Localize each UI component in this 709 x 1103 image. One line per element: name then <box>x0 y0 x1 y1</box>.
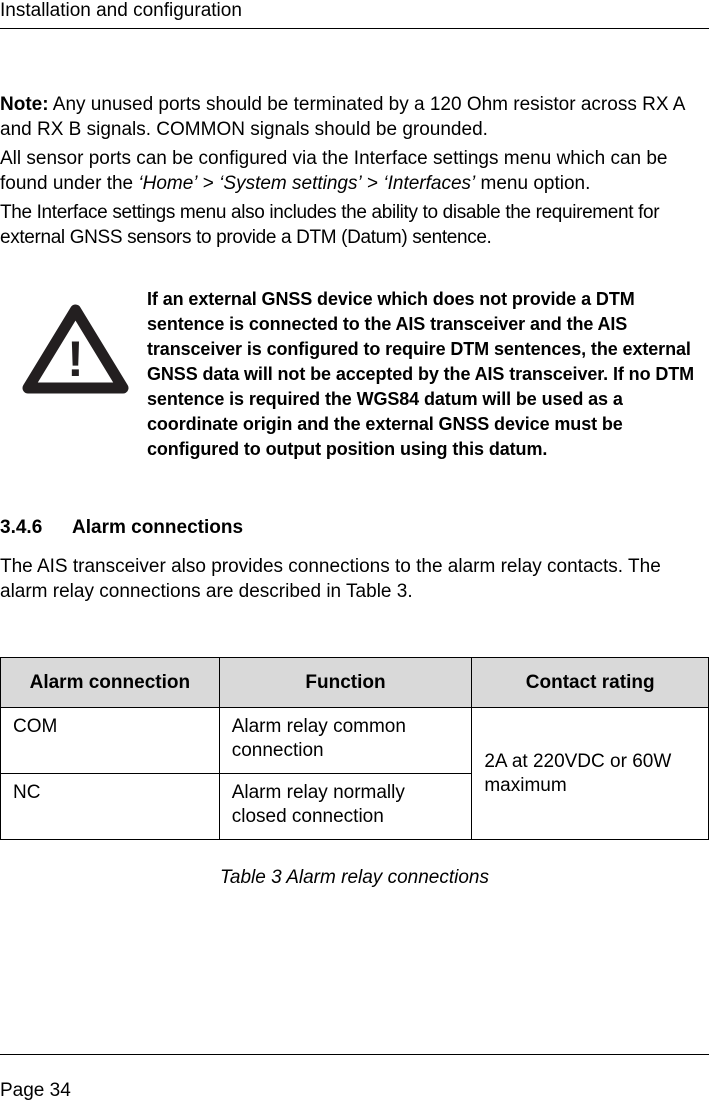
cell-connection: COM <box>1 708 220 774</box>
dtm-requirement-paragraph: The Interface settings menu also includes the ability to disable the requirement for external GNSS sensors to provide a DTM (Datum) sentence. <box>0 202 660 248</box>
header-rule <box>0 28 709 29</box>
sensor-text-before: All sensor ports can be configured via the Interface settings menu which can be found under the <box>0 148 668 194</box>
table-caption: Table 3 Alarm relay connections <box>220 867 489 888</box>
header-function: Function <box>219 658 472 708</box>
warning-text: If an external GNSS device which does not provide a DTM sentence is connected to the AIS transceiver and the AIS transceiver is configured to require DTM sentences, the external GNSS data will not be accepted by the AIS transceiver. If no DTM sentence is required the WGS84 datum will be used as a coordinate origin and the external GNSS device must be configured to output position using this datum. <box>147 289 695 459</box>
section-title: Alarm connections <box>72 517 244 538</box>
alarm-relay-table <box>0 657 709 840</box>
note-text: Any unused ports should be terminated by a 120 Ohm resistor across RX A and RX B signals. COMMON signals should be grounded. <box>0 94 685 140</box>
sensor-ports-paragraph <box>0 146 709 196</box>
table-row <box>1 708 709 774</box>
footer-rule <box>0 1054 709 1055</box>
header-contact-rating: Contact rating <box>472 658 709 708</box>
cell-connection: NC <box>1 774 220 840</box>
sensor-text-after: menu option. <box>475 173 591 194</box>
running-header: Installation and configuration <box>0 0 242 21</box>
note-label: Note: <box>0 94 49 115</box>
section-heading <box>0 516 243 540</box>
page-number: Page 34 <box>0 1080 71 1101</box>
menu-path-separator: > <box>361 173 384 194</box>
menu-path-home: ‘Home’ <box>138 173 198 194</box>
cell-contact-rating: 2A at 220VDC or 60W maximum <box>472 708 709 840</box>
warning-exclamation: ! <box>67 331 84 387</box>
section-number: 3.4.6 <box>0 517 43 538</box>
menu-path-separator: > <box>197 173 220 194</box>
alarm-intro-paragraph: The AIS transceiver also provides connections to the alarm relay contacts. The alarm relay connections are described in Table 3. <box>0 556 661 602</box>
cell-function: Alarm relay common connection <box>219 708 472 774</box>
cell-function: Alarm relay normally closed connection <box>219 774 472 840</box>
note-paragraph <box>0 92 709 142</box>
menu-path-interfaces: ‘Interfaces’ <box>383 173 476 194</box>
warning-triangle-icon <box>22 304 129 396</box>
header-alarm-connection: Alarm connection <box>1 658 220 708</box>
menu-path-system-settings: ‘System settings’ <box>219 173 362 194</box>
